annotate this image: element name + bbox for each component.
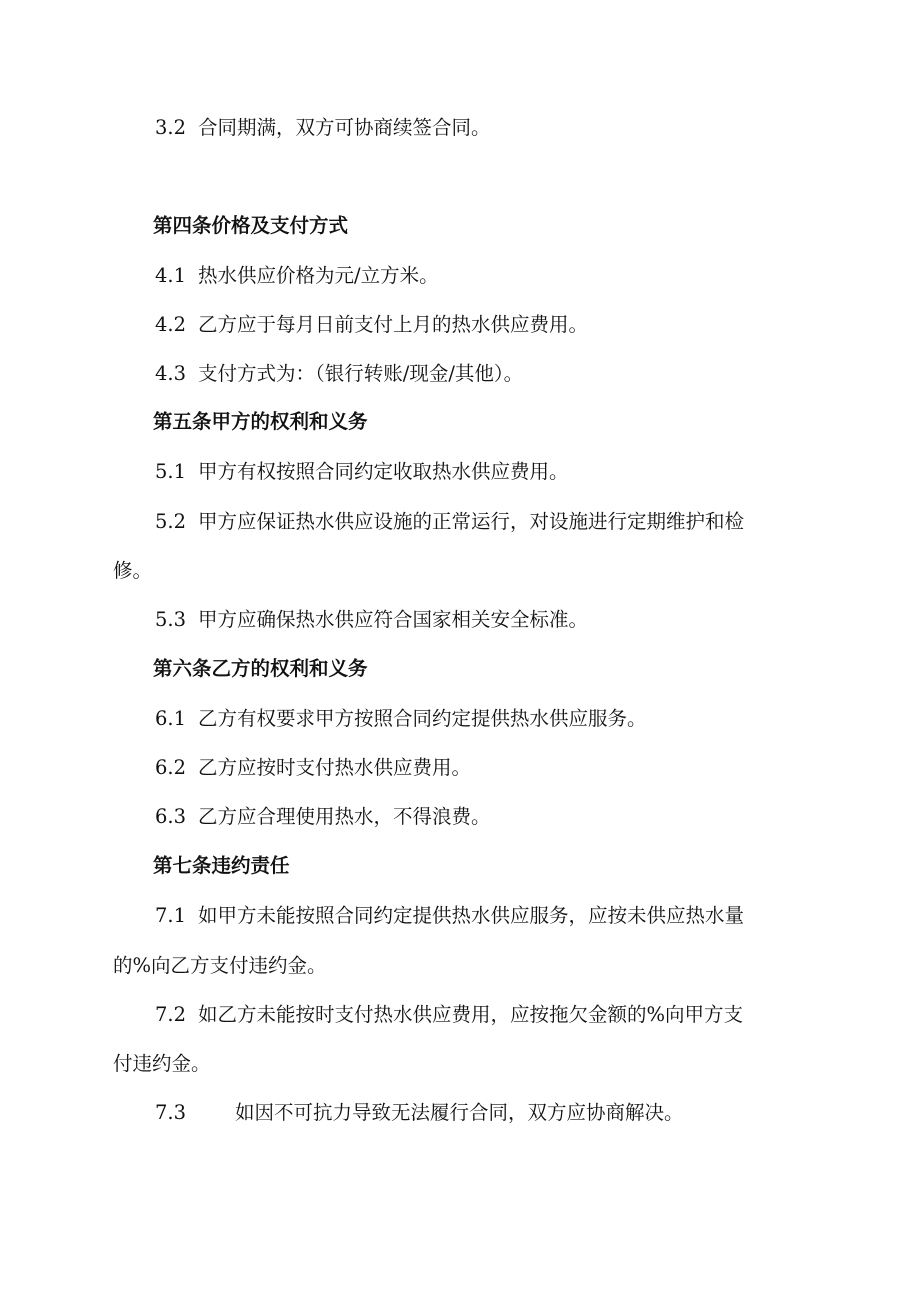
clause-4-1 (155, 263, 439, 289)
clause-number: 7.3 (155, 1101, 187, 1124)
clause-text: 合同期满，双方可协商续签合同。 (198, 116, 491, 139)
clause-number: 7.1 (155, 904, 187, 927)
article-7-heading: 第七条违约责任 (153, 854, 290, 877)
clause-7-2-line2: 付违约金。 (113, 1052, 211, 1075)
clause-text: 甲方应确保热水供应符合国家相关安全标准。 (198, 608, 589, 631)
clause-5-2-line2: 修。 (113, 559, 153, 582)
clause-6-3 (155, 804, 491, 830)
clause-7-1-line1 (155, 903, 744, 929)
clause-text: 甲方有权按照合同约定收取热水供应费用。 (198, 460, 569, 483)
clause-text: 乙方应于每月日前支付上月的热水供应费用。 (198, 313, 589, 336)
clause-text: 支付方式为：（银行转账/现金/其他）。 (198, 362, 524, 385)
article-6-heading: 第六条乙方的权利和义务 (153, 657, 368, 680)
clause-5-3 (155, 607, 588, 633)
clause-7-2-line1 (155, 1002, 743, 1028)
clause-number: 4.2 (155, 313, 187, 336)
clause-text: 乙方应按时支付热水供应费用。 (198, 756, 472, 779)
clause-number: 6.2 (155, 756, 187, 779)
clause-7-1-line2: 的%向乙方支付违约金。 (113, 954, 327, 977)
clause-text: 如因不可抗力导致无法履行合同，双方应协商解决。 (235, 1101, 684, 1124)
clause-number: 6.1 (155, 707, 187, 730)
clause-5-1 (155, 459, 569, 485)
clause-5-2-line1 (155, 509, 744, 535)
clause-text: 如乙方未能按时支付热水供应费用，应按拖欠金额的%向甲方支 (198, 1003, 744, 1026)
clause-number: 7.2 (155, 1003, 187, 1026)
clause-7-3 (155, 1100, 684, 1126)
clause-number: 5.1 (155, 460, 187, 483)
clause-4-3 (155, 361, 523, 387)
clause-number: 6.3 (155, 805, 187, 828)
article-5-heading: 第五条甲方的权利和义务 (153, 410, 368, 433)
clause-6-2 (155, 755, 471, 781)
clause-number: 4.1 (155, 264, 187, 287)
clause-number: 5.2 (155, 510, 187, 533)
clause-6-1 (155, 706, 647, 732)
clause-text: 热水供应价格为元/立方米。 (198, 264, 439, 287)
clause-3-2 (155, 115, 491, 141)
clause-text: 甲方应保证热水供应设施的正常运行，对设施进行定期维护和检 (198, 510, 745, 533)
clause-number: 5.3 (155, 608, 187, 631)
clause-text: 如甲方未能按照合同约定提供热水供应服务，应按未供应热水量 (198, 904, 745, 927)
clause-text: 乙方有权要求甲方按照合同约定提供热水供应服务。 (198, 707, 647, 730)
clause-number: 3.2 (155, 116, 187, 139)
article-4-heading: 第四条价格及支付方式 (153, 214, 349, 237)
clause-text: 乙方应合理使用热水，不得浪费。 (198, 805, 491, 828)
clause-number: 4.3 (155, 362, 187, 385)
clause-4-2 (155, 312, 588, 338)
